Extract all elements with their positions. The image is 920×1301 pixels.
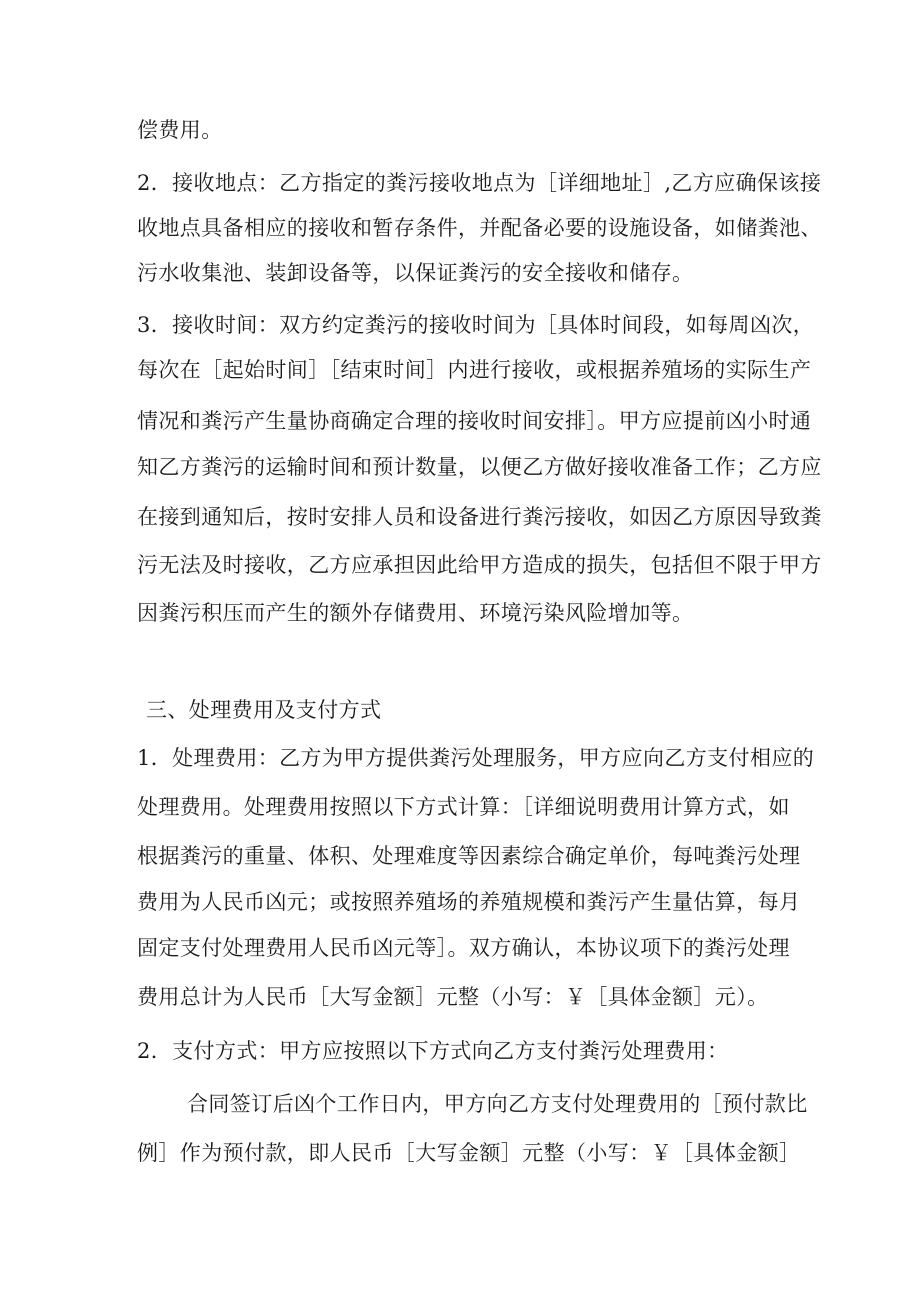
text-line: 费用总计为人民币［大写金额］元整（小写：￥［具体金额］元）。 bbox=[137, 985, 769, 1009]
text-line: 2．支付方式：甲方应按照以下方式向乙方支付粪污处理费用： bbox=[137, 1039, 729, 1063]
text-line: 污水收集池、装卸设备等，以保证粪污的安全接收和储存。 bbox=[137, 261, 694, 285]
text-line: 收地点具备相应的接收和暂存条件，并配备必要的设施设备，如储粪池、 bbox=[137, 216, 822, 240]
text-line: 3．接收时间：双方约定粪污的接收时间为［具体时间段，如每周凶次， bbox=[137, 313, 815, 337]
text-line: 在接到通知后，按时安排人员和设备进行粪污接收，如因乙方原因导致粪 bbox=[137, 505, 822, 529]
text-line: 处理费用。处理费用按照以下方式计算：［详细说明费用计算方式，如 bbox=[137, 795, 790, 819]
text-line: 因粪污积压而产生的额外存储费用、环境污染风险增加等。 bbox=[137, 601, 694, 625]
text-line: 1．处理费用：乙方为甲方提供粪污处理服务，甲方应向乙方支付相应的 bbox=[137, 746, 815, 770]
text-line: 根据粪污的重量、体积、处理难度等因素综合确定单价，每吨粪污处理 bbox=[137, 844, 801, 868]
text-line: 偿费用。 bbox=[137, 118, 223, 142]
text-line: 合同签订后凶个工作日内，甲方向乙方支付处理费用的［预付款比 bbox=[187, 1092, 808, 1116]
text-line: 例］作为预付款，即人民币［大写金额］元整（小写：￥［具体金额］ bbox=[137, 1141, 801, 1165]
text-line: 知乙方粪污的运输时间和预计数量，以便乙方做好接收准备工作；乙方应 bbox=[137, 455, 822, 479]
text-line: 污无法及时接收，乙方应承担因此给甲方造成的损失，包括但不限于甲方 bbox=[137, 553, 822, 577]
text-line: 情况和粪污产生量协商确定合理的接收时间安排］。甲方应提前凶小时通 bbox=[137, 409, 812, 433]
text-line: 2．接收地点：乙方指定的粪污接收地点为［详细地址］,乙方应确保该接 bbox=[137, 171, 822, 195]
section-heading: 三、处理费用及支付方式 bbox=[146, 698, 382, 722]
text-line: 固定支付处理费用人民币凶元等］。双方确认，本协议项下的粪污处理 bbox=[137, 936, 790, 960]
text-line: 每次在［起始时间］［结束时间］内进行接收，或根据养殖场的实际生产 bbox=[137, 358, 812, 382]
text-line: 费用为人民币凶元；或按照养殖场的养殖规模和粪污产生量估算，每月 bbox=[137, 890, 801, 914]
